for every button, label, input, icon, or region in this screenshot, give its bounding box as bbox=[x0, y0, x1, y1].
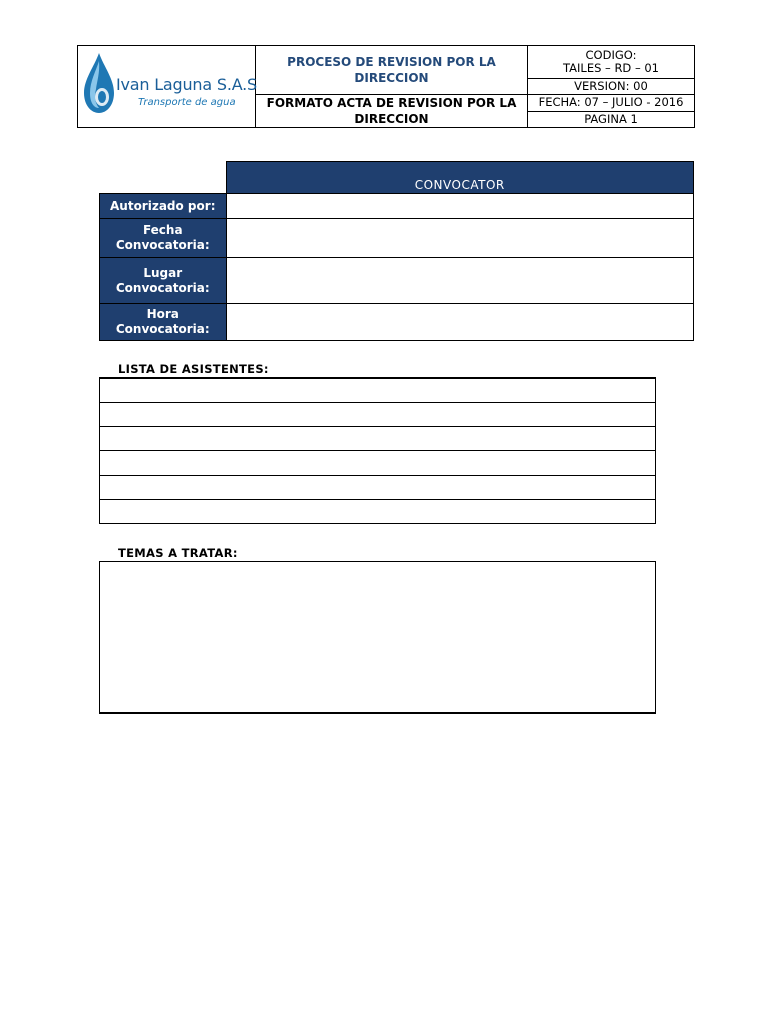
codigo-value: TAILES – RD – 01 bbox=[563, 61, 659, 75]
hora-convocatoria-label: Hora Convocatoria: bbox=[100, 304, 227, 341]
pagina-cell: PAGINA 1 bbox=[528, 111, 695, 128]
asistente-row[interactable] bbox=[100, 475, 656, 499]
company-logo-cell bbox=[78, 46, 256, 128]
format-title: FORMATO ACTA DE REVISION POR LA DIRECCION bbox=[256, 95, 528, 128]
company-logo bbox=[78, 47, 258, 127]
codigo-cell bbox=[528, 46, 695, 79]
hora-convocatoria-field[interactable] bbox=[226, 304, 694, 341]
asistente-row[interactable] bbox=[100, 451, 656, 475]
fecha-convocatoria-field[interactable] bbox=[226, 219, 694, 258]
logo-company-name: Ivan Laguna S.A.S bbox=[116, 74, 258, 94]
fecha-cell: FECHA: 07 – JULIO - 2016 bbox=[528, 95, 695, 112]
temas-field[interactable] bbox=[99, 561, 656, 714]
asistente-row[interactable] bbox=[100, 499, 656, 523]
autorizado-field[interactable] bbox=[226, 194, 694, 219]
water-drop-icon bbox=[82, 51, 116, 115]
logo-tagline: Transporte de agua bbox=[138, 96, 236, 108]
asistente-row[interactable] bbox=[100, 403, 656, 427]
autorizado-label: Autorizado por: bbox=[100, 194, 227, 219]
asistente-row[interactable] bbox=[100, 378, 656, 403]
asistentes-table bbox=[99, 377, 656, 524]
temas-label: TEMAS A TRATAR: bbox=[118, 546, 238, 560]
process-title: PROCESO DE REVISION POR LA DIRECCION bbox=[256, 46, 528, 95]
version-cell: VERSION: 00 bbox=[528, 79, 695, 95]
asistentes-label: LISTA DE ASISTENTES: bbox=[118, 362, 269, 376]
fecha-convocatoria-label: Fecha Convocatoria: bbox=[100, 219, 227, 258]
lugar-convocatoria-label: Lugar Convocatoria: bbox=[100, 258, 227, 304]
convocatoria-heading: CONVOCATOR bbox=[226, 162, 694, 194]
document-header bbox=[77, 45, 695, 128]
convocatoria-table bbox=[99, 161, 694, 341]
empty-corner bbox=[100, 162, 227, 194]
lugar-convocatoria-field[interactable] bbox=[226, 258, 694, 304]
codigo-label: CODIGO: bbox=[585, 48, 637, 62]
asistente-row[interactable] bbox=[100, 427, 656, 451]
